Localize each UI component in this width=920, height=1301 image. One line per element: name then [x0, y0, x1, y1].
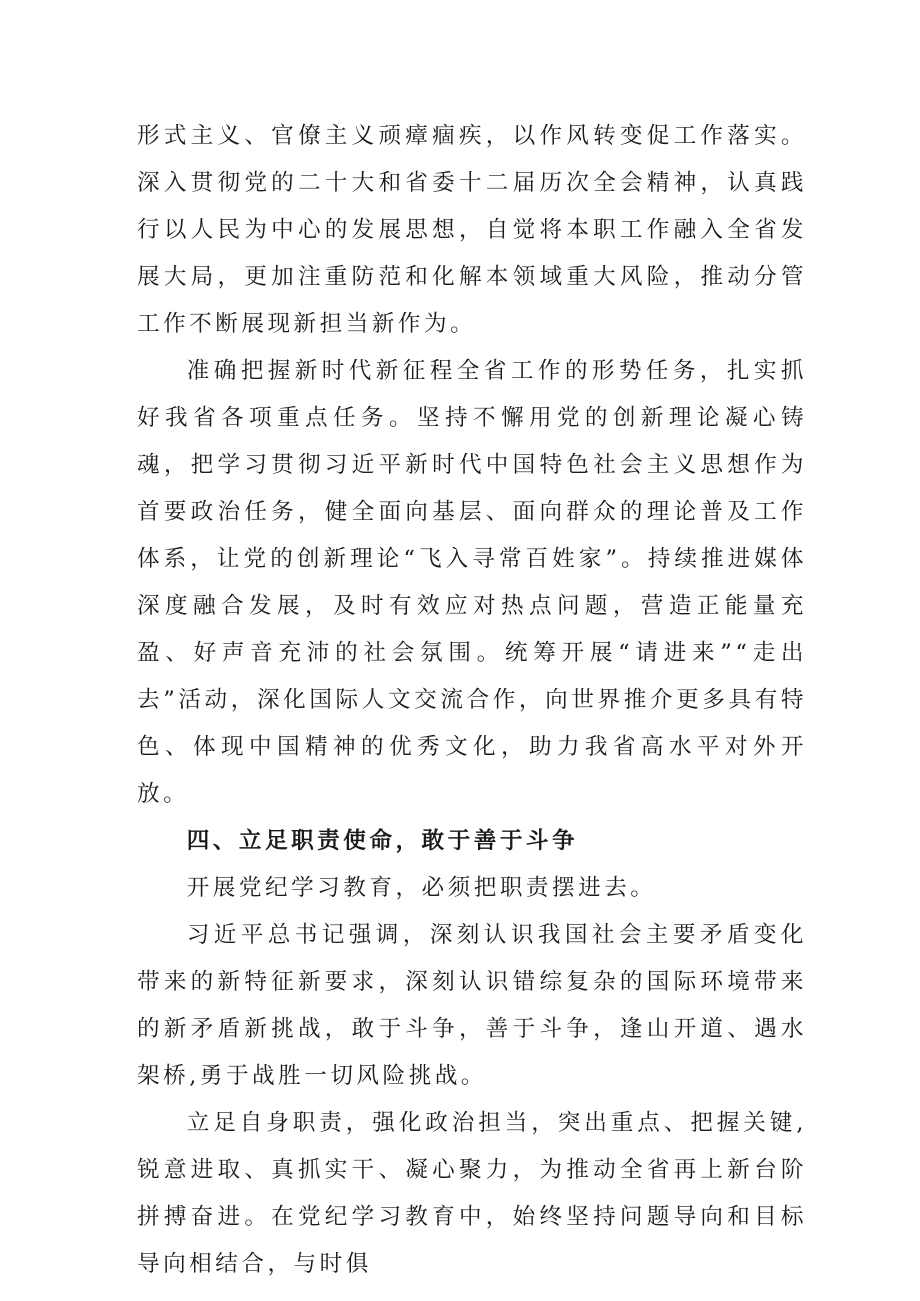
paragraph-3: 开展党纪学习教育，必须把职责摆进去。: [186, 875, 657, 901]
section-heading: 四、立足职责使命，敢于善于斗争: [186, 828, 579, 854]
paragraph-5: 立足自身职责，强化政治担当，突出重点、把握关键,锐意进取、真抓实干、凝心聚力，为推动全省再上新台阶拼搏奋进。在党纪学习教育中，始终坚持问题导向和目标导向相结合，与时俱: [137, 1110, 807, 1277]
paragraph-4: 习近平总书记强调，深刻认识我国社会主要矛盾变化带来的新特征新要求，深刻认识错综复杂的国际环境带来的新矛盾新挑战，敢于斗争，善于斗争，逢山开道、遇水架桥,勇于战胜一切风险挑战。: [137, 922, 807, 1089]
document-body: [137, 113, 807, 1288]
paragraph-1: 形式主义、官僚主义顽瘴痼疾，以作风转变促工作落实。深入贯彻党的二十大和省委十二届历次全会精神，认真践行以人民为中心的发展思想，自觉将本职工作融入全省发展大局，更加注重防范和化解本领域重大风险，推动分管工作不断展现新担当新作为。: [137, 123, 807, 337]
paragraph-2: 准确把握新时代新征程全省工作的形势任务，扎实抓好我省各项重点任务。坚持不懈用党的创新理论凝心铸魂，把学习贯彻习近平新时代中国特色社会主义思想作为首要政治任务，健全面向基层、面向群众的理论普及工作体系，让党的创新理论“飞入寻常百姓家”。持续推进媒体深度融合发展，及时有效应对热点问题，营造正能量充盈、好声音充沛的社会氛围。统筹开展“请进来”“走出去”活动，深化国际人文交流合作，向世界推介更多具有特色、体现中国精神的优秀文化，助力我省高水平对外开放。: [137, 358, 807, 807]
